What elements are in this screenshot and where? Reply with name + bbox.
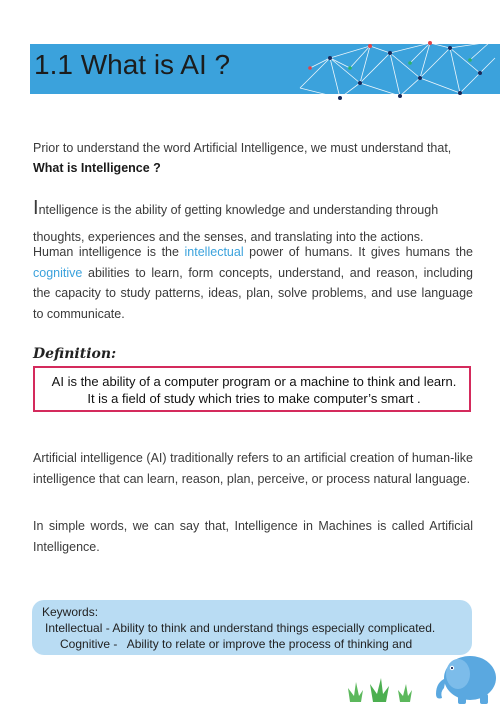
highlight-cognitive: cognitive bbox=[33, 265, 83, 280]
network-graphic bbox=[290, 38, 500, 104]
intelligence-line1 bbox=[33, 198, 473, 221]
intelligence-line2: thoughts, experiences and the senses, and translating into the actions. bbox=[33, 230, 424, 244]
page-title: 1.1 What is AI ? bbox=[34, 49, 231, 80]
keyword-intellectual: Intellectual - Ability to think and understand things especially complicated. bbox=[45, 621, 436, 635]
body-paragraph2: In simple words, we can say that, Intelligence in Machines is called Artificial Intelligence. bbox=[33, 519, 473, 554]
keywords-heading: Keywords: bbox=[42, 605, 99, 619]
p2-c: abilities to learn, form concepts, understand, and reason, including the capacity to study patterns, ideas, plan, solve problems, and use language to communicate. bbox=[33, 265, 473, 321]
intro-text: Prior to understand the word Artificial Intelligence, we must understand that, bbox=[33, 141, 452, 155]
definition-line1: AI is the ability of a computer program or a machine to think and learn. bbox=[51, 374, 457, 389]
grass-icon bbox=[345, 674, 425, 704]
body-paragraph1: Artificial intelligence (AI) traditionally refers to an artificial creation of human-like intelligence that can learn, reason, plan, perceive, or process natural language. bbox=[33, 451, 473, 486]
highlight-intellectual: intellectual bbox=[184, 245, 244, 259]
definition-title: Definition: bbox=[33, 346, 117, 362]
p2-b: power of humans. It gives humans the bbox=[243, 245, 473, 259]
p2-a: Human intelligence is the bbox=[33, 245, 185, 259]
intelligence-paragraph2 bbox=[33, 242, 473, 324]
definition-line2: It is a field of study which tries to make computer’s smart . bbox=[87, 391, 421, 406]
definition-box bbox=[33, 366, 471, 412]
intelligence-line1-text: ntelligence is the ability of getting knowledge and understanding through bbox=[38, 203, 439, 217]
keyword-cognitive: Cognitive - Ability to relate or improve the process of thinking and bbox=[60, 637, 413, 651]
intro-question: What is Intelligence ? bbox=[33, 161, 161, 175]
dropcap: I bbox=[33, 197, 39, 219]
elephant-icon bbox=[428, 648, 500, 706]
